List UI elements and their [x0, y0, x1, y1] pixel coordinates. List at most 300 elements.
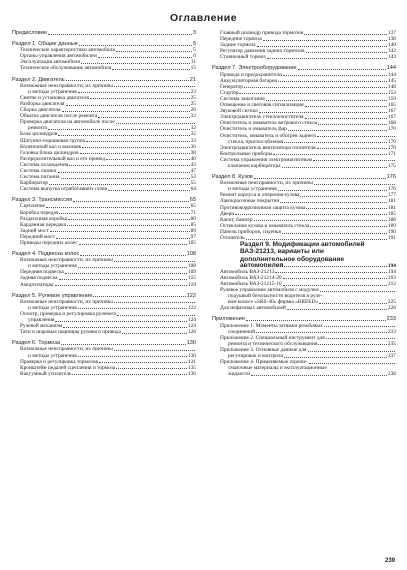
toc-dot-leader — [273, 154, 387, 155]
toc-entry-title: Тяги и шаровые шарниры рулевого привода — [20, 329, 121, 336]
toc-entry-page: 144 — [387, 71, 396, 78]
toc-entry-title: Передний мост — [20, 233, 56, 240]
toc-entry-page: 191 — [387, 235, 396, 241]
toc-entry-page: 181 — [387, 204, 396, 211]
toc-entry-title: Разборка двигателя — [20, 100, 65, 107]
toc-dot-leader — [114, 261, 195, 262]
toc-entry-title: Остекление кузова и омыватель стекла — [220, 222, 310, 229]
toc-dot-leader — [278, 190, 387, 191]
toc-dot-leader — [72, 374, 186, 375]
toc-dot-leader — [61, 344, 186, 345]
toc-entry-page: 32 — [190, 113, 196, 120]
toc-dot-leader — [283, 285, 387, 286]
toc-dot-leader — [306, 208, 387, 209]
toc-entry-title: Капот, бампер — [220, 216, 253, 223]
toc-dot-leader — [318, 124, 387, 125]
toc-line-continuation: смазочные материалы и эксплуатационные — [228, 365, 327, 372]
toc-entry-title: Приложение 3. Основные данные для — [220, 346, 307, 353]
toc-entry-title: Система выпуска отработавших газов — [20, 186, 108, 193]
toc-entry-title: Обкатка двигателя после ремонта — [20, 113, 98, 120]
toc-dot-leader — [324, 326, 395, 327]
toc-entry-page: 170 — [387, 138, 396, 145]
toc-entry-title: Раздел 6. Тормоза — [12, 340, 61, 347]
toc-entry-title: Автомобиль ВАЗ-21215-10 — [220, 280, 282, 287]
toc-entry-page: 26 — [190, 107, 196, 114]
toc-dot-leader — [78, 92, 190, 93]
toc-entry-page: 145 — [387, 77, 396, 84]
toc-column-right — [212, 30, 396, 377]
toc-dot-leader — [304, 34, 387, 35]
toc-entry-title: Технические характеристики автомобиля — [20, 47, 115, 54]
toc-entry-title: Приводы передних колес — [20, 240, 78, 246]
toc-dot-leader — [310, 226, 387, 227]
toc-entry-page: 233 — [387, 328, 396, 335]
toc-dot-leader — [81, 63, 190, 64]
toc-entry-title: Раздел 2. Двигатель — [12, 76, 65, 83]
toc-entry-title: Сборка двигателя — [20, 107, 61, 114]
toc-entry-title: Возможные неисправности, их причины — [20, 82, 113, 89]
toc-section-heading: ВАЗ-21213, варианты или — [240, 248, 324, 256]
toc-entry-title: Техническое обслуживание автомобиля — [20, 65, 112, 72]
toc-entry-title: Проверка и регулировка тормозов — [20, 358, 98, 365]
toc-entry-page: 176 — [387, 186, 396, 193]
toc-entry[interactable] — [212, 305, 396, 311]
toc-entry-page: 228 — [387, 305, 396, 312]
toc-entry-title: ремонта — [28, 125, 47, 132]
toc-dot-leader — [246, 239, 387, 240]
toc-section-heading: Раздел 9. Модификации автомобилей — [240, 241, 365, 249]
toc-entry-title: Приложения — [212, 316, 245, 323]
toc-dot-leader — [61, 178, 190, 179]
toc-entry-page: 23 — [190, 88, 196, 95]
toc-dot-leader — [266, 100, 387, 101]
toc-entry-page: 194 — [387, 262, 396, 269]
toc-dot-leader — [116, 51, 192, 52]
toc-section-heading: дополнительное оборудование — [240, 255, 345, 263]
toc-entry-title: автомобилей — [240, 262, 284, 269]
toc-entry-title: Блок цилиндров — [20, 131, 58, 138]
toc-dot-leader — [235, 214, 387, 215]
toc-entry-title: управления — [28, 317, 55, 324]
toc-dot-leader — [282, 167, 387, 168]
toc-entry-page: 53 — [190, 174, 196, 181]
toc-entry-title: Очиститель и омыватель фар — [220, 126, 287, 133]
toc-entry-page: 97 — [190, 233, 196, 240]
toc-entry-page: 3 — [192, 30, 196, 36]
toc-entry-title: клапаном карбюратора — [228, 162, 281, 169]
toc-entry-title: Контрольные приборы — [220, 150, 273, 157]
toc-entry-title: Раздел 5. Рулевое управление — [12, 292, 93, 299]
toc-entry-title: Регулятор давления задних тормозов — [220, 48, 305, 55]
toc-dot-leader — [317, 148, 387, 149]
toc-entry-title: Передняя подвеска — [20, 269, 64, 276]
toc-dot-leader — [79, 45, 192, 46]
toc-entry[interactable] — [212, 54, 396, 60]
toc-dot-leader — [246, 320, 386, 321]
toc-entry-page: 235 — [387, 340, 396, 347]
toc-dot-leader — [317, 136, 395, 137]
toc-entry-page: 64 — [190, 186, 196, 193]
toc-entry-title: Раздел 7. Электрооборудование — [212, 65, 297, 72]
toc-dot-leader — [275, 272, 387, 273]
toc-entry-title: Рулевое управление автомобиля с модулем — [220, 287, 319, 294]
toc-entry-page: 109 — [187, 269, 196, 276]
toc-entry-page: 138 — [387, 36, 396, 43]
toc-dot-leader — [284, 266, 386, 267]
toc-entry-page: 159 — [387, 95, 396, 102]
toc-entry-page: 189 — [387, 222, 396, 229]
toc-entry-title: Стартер — [220, 89, 239, 96]
toc-dot-leader — [66, 80, 189, 81]
toc-entry-title: Двери — [220, 210, 235, 217]
toc-entry-page: 108 — [186, 251, 196, 258]
toc-entry-page: 80 — [190, 215, 196, 222]
toc-entry-page: 142 — [387, 48, 396, 55]
toc-entry-page: 137 — [387, 30, 396, 36]
toc-entry[interactable] — [212, 371, 396, 377]
toc-dot-leader — [49, 184, 190, 185]
toc-entry[interactable] — [12, 65, 196, 71]
toc-dot-leader — [82, 147, 189, 148]
toc-entry-title: и методы устранения — [28, 88, 77, 95]
toc-dot-leader — [80, 153, 190, 154]
toc-dot-leader — [80, 255, 185, 256]
toc-dot-leader — [63, 327, 187, 328]
toc-entry-page: 32 — [190, 131, 196, 138]
toc-dot-leader — [283, 278, 387, 279]
toc-entry-page: 130 — [187, 352, 196, 359]
toc-entry-page: 167 — [387, 108, 396, 115]
toc-entry-page: 5 — [193, 47, 196, 54]
page-title: Оглавление — [169, 12, 238, 24]
toc-dot-leader — [50, 231, 190, 232]
toc-dot-leader — [68, 219, 189, 220]
toc-entry-title: Раздаточная коробка — [20, 215, 68, 222]
toc-entry-title: ремонта и технического обслуживания — [228, 340, 318, 347]
toc-entry-title: Задняя подвеска — [20, 275, 58, 282]
toc-dot-leader — [306, 52, 387, 53]
toc-dot-leader — [79, 244, 187, 245]
toc-entry-page: 43 — [190, 161, 196, 168]
toc-dot-leader — [93, 296, 185, 297]
toc-entry[interactable] — [12, 282, 196, 288]
toc-dot-leader — [58, 172, 190, 173]
toc-dot-leader — [65, 273, 187, 274]
toc-entry-title: Провода и предохранители — [220, 71, 283, 78]
toc-entry-title: Ремонт корпуса и оперения кузова — [220, 192, 300, 199]
toc-entry-title: Карданная передача — [20, 221, 66, 228]
toc-entry-title: Электродвигатель вентилятора отопителя — [220, 144, 316, 151]
toc-dot-leader — [78, 308, 187, 309]
toc-dot-leader — [314, 184, 395, 185]
toc-dot-leader — [305, 106, 387, 107]
toc-entry-page: 181 — [387, 198, 396, 205]
toc-entry-title: Аккумуляторная батарея — [220, 77, 277, 84]
toc-dot-leader — [90, 98, 190, 99]
toc-dot-leader — [98, 57, 193, 58]
toc-entry-title: Приложение 2. Специальный инструмент для — [220, 334, 325, 341]
toc-entry-page: 170 — [387, 144, 396, 151]
toc-entry-title: Распределительный вал и его привод — [20, 155, 105, 162]
toc-entry-title: Возможные неисправности, их причины — [220, 180, 313, 187]
toc-dot-leader — [62, 111, 190, 112]
toc-dot-leader — [284, 357, 387, 358]
toc-entry-title: Раздел 4. Подвеска колес — [12, 251, 80, 258]
toc-dot-leader — [319, 303, 387, 304]
toc-entry-title: и методы устранения — [28, 304, 77, 311]
toc-entry-title: Система управления электромагнитным — [220, 156, 313, 163]
toc-dot-leader — [283, 75, 387, 76]
toc-entry-title: Предисловие — [12, 30, 47, 36]
toc-entry-title: Возможные неисправности, их причины — [20, 257, 113, 264]
toc-entry-page: 168 — [387, 120, 396, 127]
toc-entry-title: Приложение 1. Моменты затяжки резьбовых — [220, 322, 323, 329]
toc-entry-title: жидкости — [228, 371, 251, 378]
toc-dot-leader — [298, 69, 386, 70]
toc-dot-leader — [256, 332, 387, 333]
toc-dot-leader — [309, 363, 395, 364]
toc-entry-title: Противокоррозионная защита кузова — [220, 204, 306, 211]
toc-entry-page: 170 — [387, 126, 396, 133]
toc-entry-page: 119 — [188, 281, 196, 288]
toc-entry-page: 89 — [190, 227, 196, 234]
toc-entry-title: Передние тормоза — [220, 36, 262, 43]
toc-entry-page: 233 — [386, 316, 396, 323]
toc-entry-title: Возможные неисправности, их причины — [20, 346, 113, 353]
toc-entry-title: Головка блока цилиндров — [20, 149, 79, 156]
toc-entry-page: 33 — [190, 137, 196, 144]
toc-entry-title: Очиститель, омыватель и обогрев заднего — [220, 132, 317, 139]
toc-entry-page: 71 — [190, 209, 196, 216]
toc-entry-page: 175 — [387, 162, 396, 169]
toc-entry-title: Система охлаждения — [20, 161, 69, 168]
toc-entry-page: 165 — [387, 102, 396, 109]
toc-entry-page: 85 — [190, 221, 196, 228]
toc-entry-page: 153 — [387, 89, 396, 96]
toc-dot-leader — [55, 321, 186, 322]
toc-dot-leader — [282, 233, 387, 234]
toc-entry-page: 6 — [193, 53, 196, 60]
toc-entry-title: Вакуумный усилитель — [20, 370, 72, 377]
toc-entry-title: Карбюратор — [20, 180, 49, 187]
toc-entry[interactable] — [12, 371, 196, 377]
toc-entry-title: Проверка двигателя на автомобиле после — [20, 119, 115, 126]
toc-entry-page: 176 — [386, 174, 396, 181]
toc-entry-title: Лакокрасочные покрытия — [220, 198, 279, 205]
toc-entry-page: 124 — [187, 317, 196, 324]
toc-dot-leader — [320, 291, 395, 292]
toc-entry-page: 122 — [187, 304, 196, 311]
toc-entry-page: 65 — [190, 203, 196, 210]
toc-entry-title: Эксплуатация автомобиля — [20, 59, 80, 66]
toc-dot-leader — [114, 302, 195, 303]
toc-entry-title: Для нефазовых автомобилей — [220, 305, 286, 312]
toc-entry-page: 47 — [190, 167, 196, 174]
toc-entry-title: Шатунно-поршневая группа — [20, 137, 86, 144]
toc-entry-page: 130 — [186, 340, 196, 347]
toc-entry-page: 190 — [387, 228, 396, 235]
toc-entry-title: Панель приборов, сиденья — [220, 228, 281, 235]
toc-entry-page: 131 — [187, 358, 196, 365]
toc-dot-leader — [257, 46, 387, 47]
toc-entry-page: 15 — [190, 65, 196, 72]
toc-entry-page: 25 — [190, 94, 196, 101]
toc-entry-title: Осмотр, проверка и регулировка рулевого — [20, 310, 117, 317]
page-number: 239 — [384, 558, 395, 564]
toc-entry-page: 136 — [187, 370, 196, 377]
toc-dot-leader — [112, 69, 190, 70]
toc-entry-page: 212 — [387, 280, 396, 287]
toc-dot-leader — [59, 279, 188, 280]
toc-entry-title: Раздел 8. Кузов — [212, 174, 253, 181]
toc-dot-leader — [106, 159, 190, 160]
toc-entry-page: 238 — [387, 371, 396, 378]
toc-entry[interactable] — [12, 186, 196, 192]
toc-dot-leader — [98, 117, 189, 118]
toc-entry-title: Коробка передач — [20, 209, 59, 216]
toc-dot-leader — [116, 123, 195, 124]
toc-dot-leader — [300, 196, 387, 197]
toc-dot-leader — [86, 141, 190, 142]
toc-dot-leader — [284, 142, 387, 143]
toc-entry-title: Кронштейн педалей сцепления и тормоза — [20, 364, 116, 371]
toc-entry-title: Снятие и установка двигателя — [20, 94, 90, 101]
toc-entry-page: 188 — [387, 216, 396, 223]
toc-entry-title: Сцепление — [20, 203, 46, 210]
toc-entry-title: Стояночный тормоз — [220, 54, 266, 61]
toc-entry-page: 148 — [387, 83, 396, 90]
toc-entry[interactable] — [212, 163, 396, 169]
toc-dot-leader — [78, 267, 187, 268]
toc-entry-page: 55 — [190, 180, 196, 187]
toc-dot-leader — [48, 34, 192, 35]
toc-dot-leader — [263, 40, 387, 41]
toc-entry-title: соединений — [228, 328, 256, 335]
toc-dot-leader — [308, 351, 395, 352]
toc-dot-leader — [114, 350, 195, 351]
toc-entry-page: 36 — [190, 143, 196, 150]
toc-dot-leader — [66, 105, 190, 106]
toc-dot-leader — [254, 178, 386, 179]
toc-dot-leader — [69, 165, 189, 166]
toc-entry-title: стекла, приспособления — [228, 138, 284, 145]
toc-entry-title: регулировок и контроля — [228, 353, 283, 360]
toc-entry-page: 135 — [187, 364, 196, 371]
toc-entry-title: Приложение 4. Применяемые горюче- — [220, 359, 308, 366]
toc-entry-page: 144 — [386, 65, 396, 72]
toc-entry-title: и методы устранения — [28, 263, 77, 270]
toc-entry-page: 40 — [190, 155, 196, 162]
toc-entry-page: 11 — [190, 59, 196, 66]
toc-entry-page: 32 — [190, 125, 196, 132]
toc-entry-page: 143 — [387, 54, 396, 61]
toc-entry-title: Задний мост — [20, 227, 49, 234]
toc-entry-title: Система зажигания — [220, 95, 265, 102]
toc-entry-page: 177 — [387, 192, 396, 199]
toc-entry-title: Очиститель и омыватель ветрового стекла — [220, 120, 318, 127]
toc-entry-title: Звуковой сигнал — [220, 108, 258, 115]
toc-entry-title: Автомобиль ВАЗ-21214-20 — [220, 274, 282, 281]
toc-entry-title: вом колесе «SRS-40» фирмы «BREED» — [228, 299, 319, 306]
toc-entry-page: 225 — [387, 299, 396, 306]
toc-entry-page: 5 — [192, 41, 196, 48]
toc-dot-leader — [114, 86, 195, 87]
toc-line-continuation: подушкой безопасности водителя в руле- — [228, 293, 323, 300]
toc-entry-title: Освещение и световая сигнализация — [220, 102, 304, 109]
toc-entry-page: 105 — [187, 240, 196, 246]
toc-dot-leader — [287, 309, 387, 310]
toc-entry-title: и методы устранения — [28, 352, 77, 359]
toc-dot-leader — [239, 93, 386, 94]
toc-dot-leader — [313, 160, 395, 161]
toc-entry-page: 171 — [387, 150, 396, 157]
toc-dot-leader — [259, 112, 387, 113]
toc-entry-title: Амортизаторы — [20, 281, 54, 288]
toc-entry-page: 124 — [187, 323, 196, 330]
toc-entry-title: Раздел 3. Трансмиссия — [12, 197, 73, 204]
toc-dot-leader — [99, 362, 187, 363]
toc-entry-page: 21 — [189, 76, 196, 83]
toc-entry-title: Возможные неисправности, их причины — [20, 298, 113, 305]
toc-entry-page: 25 — [190, 100, 196, 107]
toc-dot-leader — [305, 118, 387, 119]
toc-dot-leader — [251, 375, 387, 376]
toc-entry-title: Коленчатый вал и маховик — [20, 143, 82, 150]
toc-dot-leader — [58, 135, 189, 136]
toc-entry-title: Раздел 1. Общие данные — [12, 41, 78, 48]
toc-entry-page: 38 — [190, 149, 196, 156]
toc-entry-title: Главный цилиндр привода тормозов — [220, 30, 304, 36]
toc-entry[interactable] — [12, 240, 196, 246]
toc-dot-leader — [318, 344, 387, 345]
toc-entry-page: 122 — [186, 292, 196, 299]
toc-dot-leader — [278, 81, 387, 82]
toc-dot-leader — [78, 356, 187, 357]
toc-entry-page: 167 — [387, 114, 396, 121]
toc-dot-leader — [67, 225, 190, 226]
toc-dot-leader — [73, 201, 189, 202]
toc-entry-title: Система питания — [20, 174, 60, 181]
toc-entry-page: 203 — [387, 274, 396, 281]
toc-dot-leader — [108, 190, 190, 191]
toc-column-left — [12, 30, 196, 377]
toc-entry-title: Органы управления автомобилем — [20, 53, 97, 60]
toc-dot-leader — [48, 129, 190, 130]
toc-dot-leader — [116, 368, 187, 369]
toc-dot-leader — [280, 202, 387, 203]
toc-entry[interactable] — [12, 329, 196, 335]
toc-entry-page: 65 — [189, 197, 196, 204]
toc-dot-leader — [288, 130, 387, 131]
toc-entry-title: и методы устранения — [228, 186, 277, 193]
toc-dot-leader — [254, 220, 387, 221]
toc-entry-title: Рулевой механизм — [20, 323, 62, 330]
toc-entry-page: 140 — [387, 42, 396, 49]
toc-entry-page: 108 — [187, 263, 196, 270]
toc-entry-title: Электродвигатель стеклоочистителя — [220, 114, 304, 121]
toc-dot-leader — [46, 207, 190, 208]
toc-dot-leader — [244, 87, 387, 88]
toc-dot-leader — [117, 315, 195, 316]
toc-section-entry[interactable] — [12, 30, 196, 36]
toc-dot-leader — [56, 238, 190, 239]
toc-entry-page: 128 — [187, 329, 196, 336]
toc-dot-leader — [267, 58, 387, 59]
toc-dot-leader — [122, 333, 187, 334]
toc-entry-page: 115 — [188, 275, 196, 282]
toc-entry-title: Система смазки — [20, 167, 57, 174]
toc-dot-leader — [59, 213, 189, 214]
